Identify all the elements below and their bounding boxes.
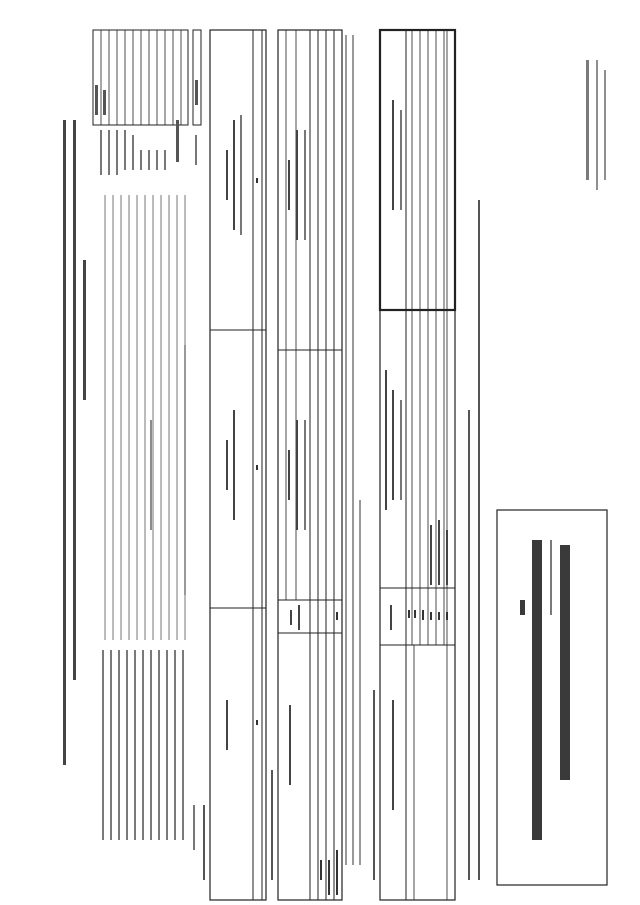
formula-numerator bbox=[560, 545, 570, 780]
section-1-table bbox=[210, 30, 266, 900]
codes-box bbox=[93, 30, 201, 175]
section-1-1-heading bbox=[271, 770, 273, 880]
document-title bbox=[63, 120, 86, 765]
formula-expression bbox=[532, 540, 542, 840]
formula-frame bbox=[497, 510, 607, 885]
section-1-1-table bbox=[278, 30, 342, 900]
section-1-heading bbox=[203, 805, 205, 880]
section-3-1-heading bbox=[478, 200, 480, 880]
field-caption bbox=[184, 345, 186, 595]
section-2-heading bbox=[373, 690, 375, 880]
section-3-heading bbox=[468, 410, 470, 880]
header-fields bbox=[102, 195, 185, 840]
footnotes bbox=[345, 35, 361, 865]
unit-label bbox=[193, 805, 195, 850]
annex-header bbox=[586, 60, 606, 190]
section-2-table bbox=[380, 30, 455, 900]
